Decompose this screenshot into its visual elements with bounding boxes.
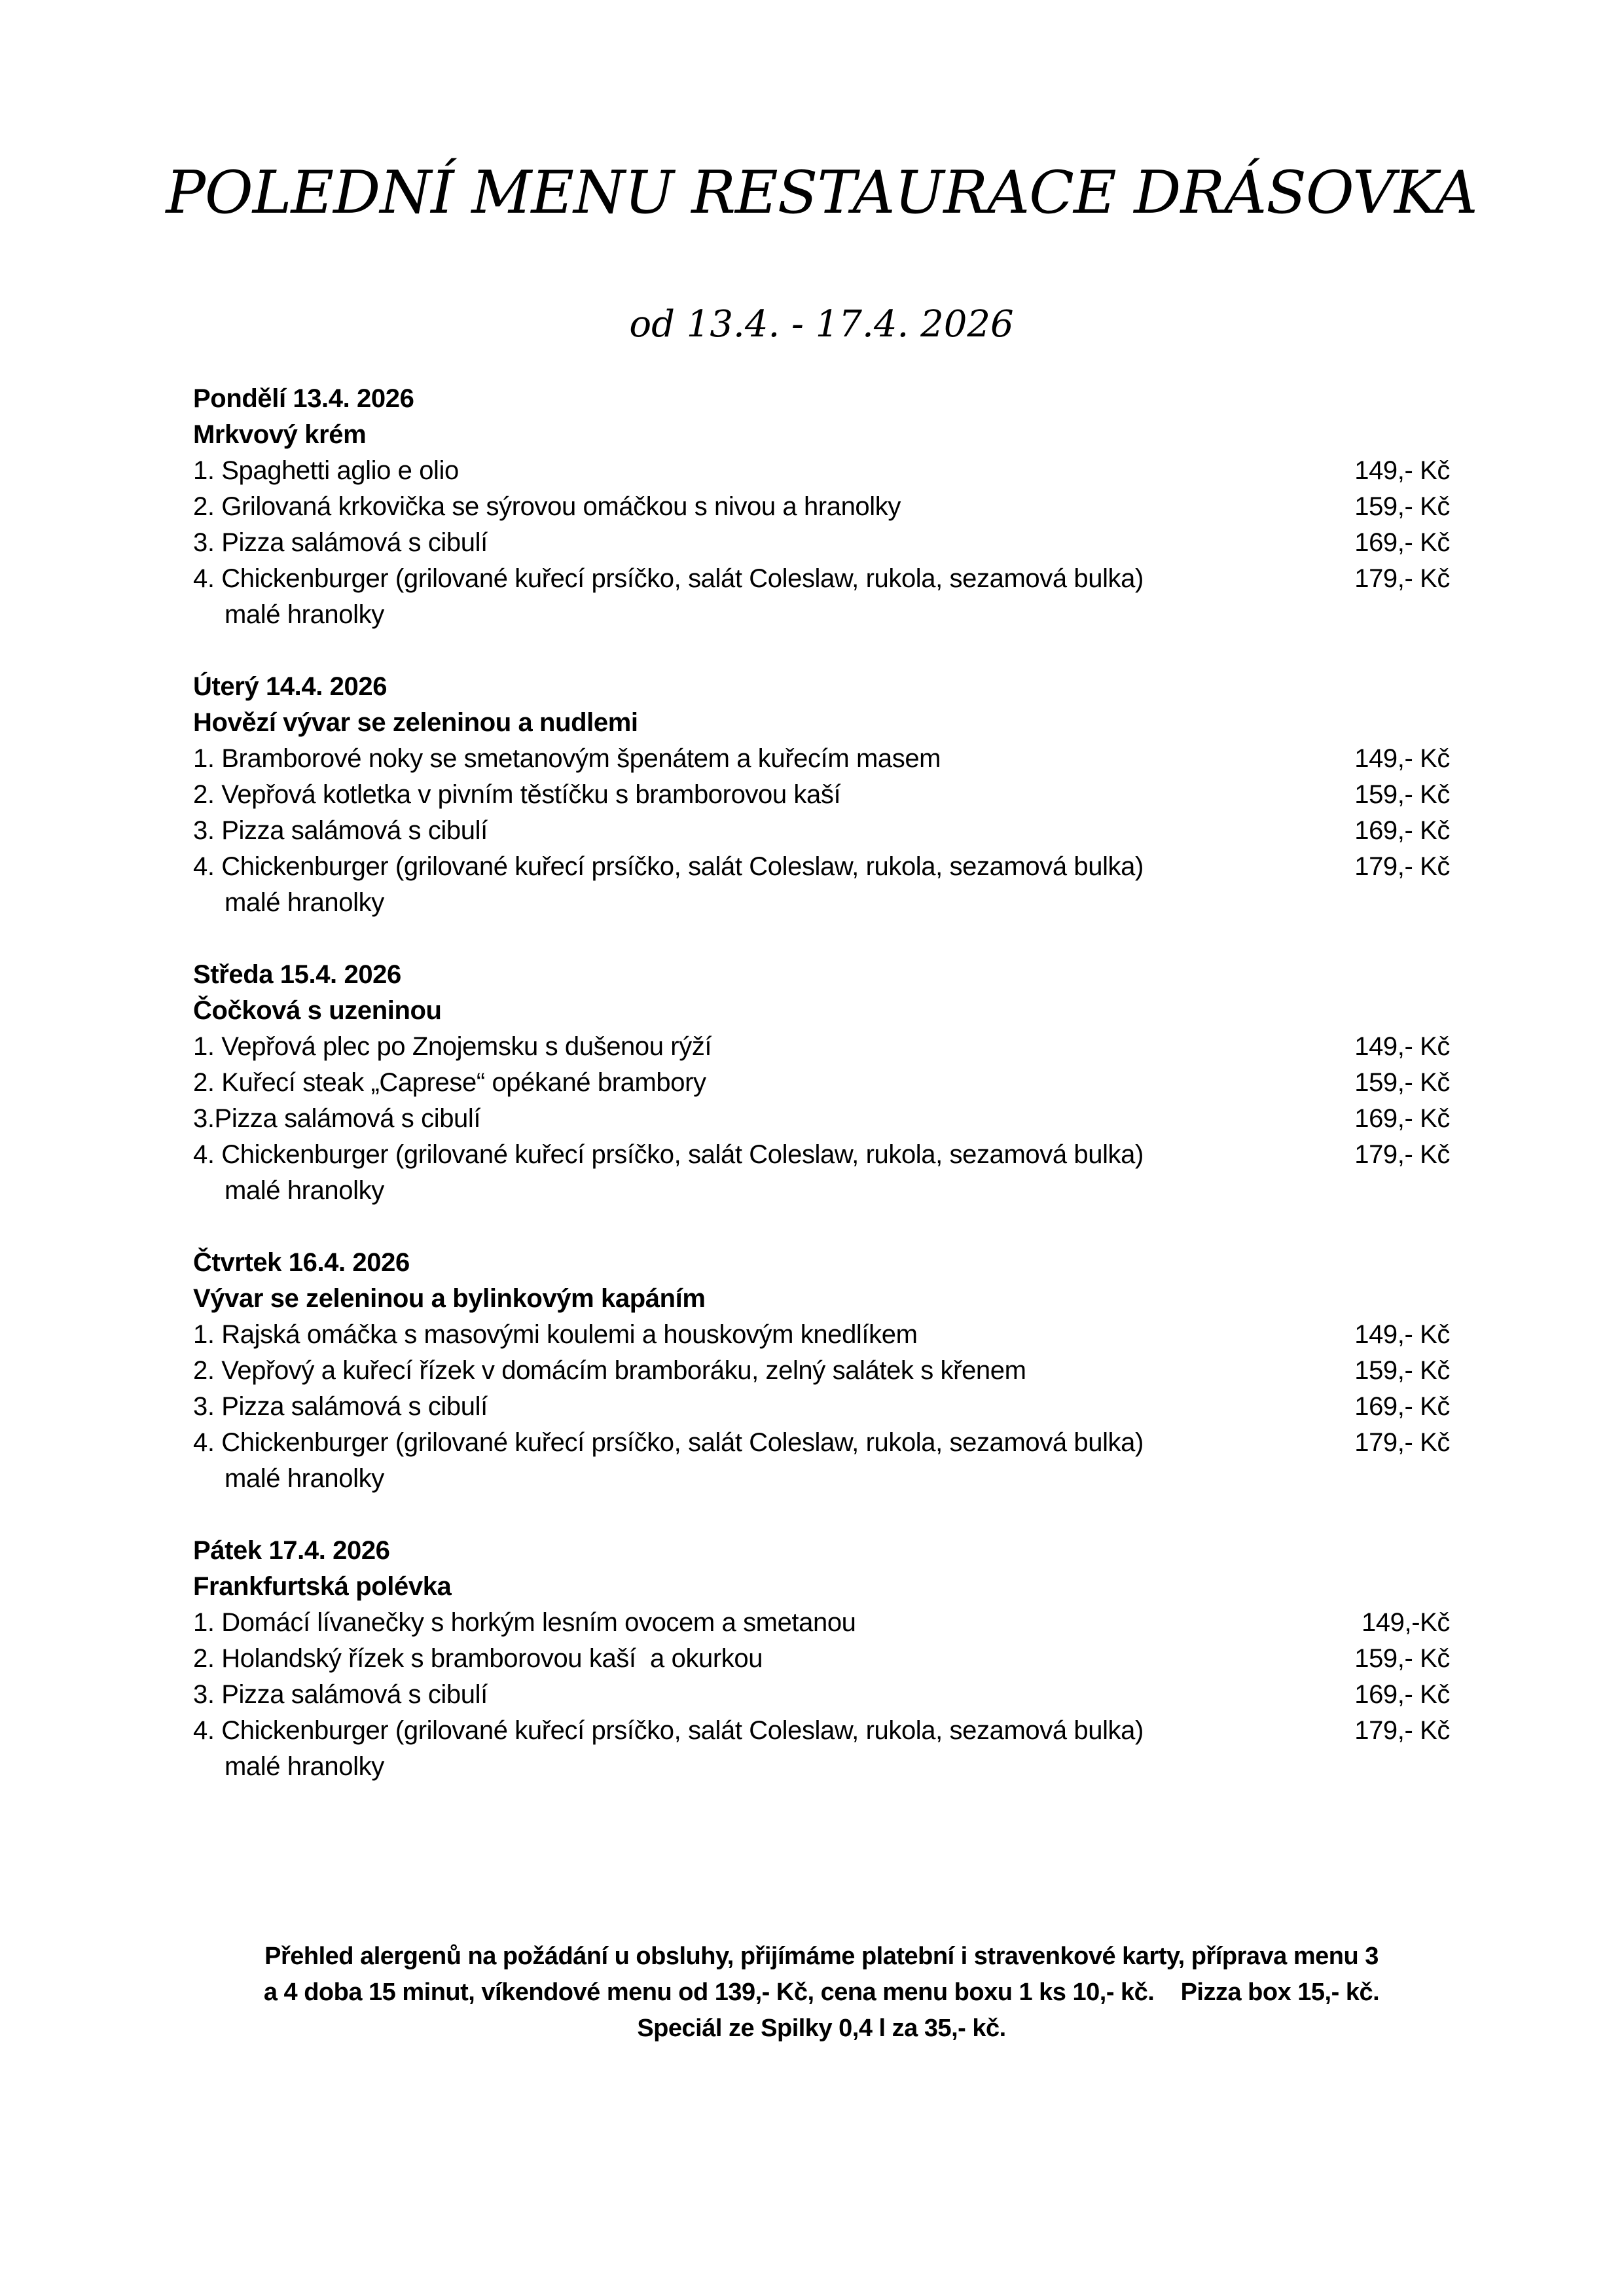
- day-section-wednesday: [193, 957, 1450, 1209]
- footer-line: Speciál ze Spilky 0,4 l za 35,- kč.: [637, 2015, 1006, 2042]
- menu-item-row: [193, 1389, 1450, 1425]
- menu-item-row: [193, 1605, 1450, 1641]
- day-section-thursday: [193, 1245, 1450, 1497]
- menu-item-row: [193, 813, 1450, 849]
- menu-item-text: 1. Domácí lívanečky s horkým lesním ovocem a smetanou: [193, 1608, 856, 1637]
- menu-item-text: 3. Pizza salámová s cibulí: [193, 816, 488, 845]
- menu-item-text: 2. Vepřová kotletka v pivním těstíčku s bramborovou kaší: [193, 780, 841, 809]
- menu-item-text: 4. Chickenburger (grilované kuřecí prsíčko, salát Coleslaw, rukola, sezamová bulka): [193, 1428, 1144, 1457]
- menu-item-text: 2. Grilovaná krkovička se sýrovou omáčkou s nivou a hranolky: [193, 492, 901, 521]
- menu-item-price: 159,- Kč: [1354, 1356, 1450, 1385]
- menu-item-note-text: malé hranolky: [225, 1464, 384, 1493]
- menu-item-row: [193, 777, 1450, 813]
- menu-item-price: 169,- Kč: [1354, 1104, 1450, 1133]
- menu-item-row: [193, 1425, 1450, 1461]
- menu-item-price: 169,- Kč: [1354, 1392, 1450, 1421]
- menu-item-row: [193, 525, 1450, 561]
- menu-item-note: [193, 1461, 1450, 1497]
- menu-item-price: 179,- Kč: [1354, 564, 1450, 593]
- menu-item-note: [193, 1749, 1450, 1785]
- menu-item-price: 149,- Kč: [1354, 456, 1450, 485]
- menu-item-row: [193, 453, 1450, 489]
- menu-item-text: 3. Pizza salámová s cibulí: [193, 528, 488, 557]
- menu-item-text: 1. Bramborové noky se smetanovým špenátem a kuřecím masem: [193, 744, 941, 773]
- menu-item-price: 149,- Kč: [1354, 744, 1450, 773]
- menu-item-text: 1. Rajská omáčka s masovými koulemi a houskovým knedlíkem: [193, 1320, 918, 1349]
- day-section-tuesday: [193, 669, 1450, 921]
- menu-item-text: 2. Holandský řízek s bramborovou kaší a okurkou: [193, 1644, 763, 1673]
- soup-row: [193, 1569, 1450, 1605]
- menu-item-text: 4. Chickenburger (grilované kuřecí prsíčko, salát Coleslaw, rukola, sezamová bulka): [193, 1140, 1144, 1169]
- day-section-friday: [193, 1533, 1450, 1785]
- soup-row: [193, 993, 1450, 1029]
- menu-item-row: [193, 1677, 1450, 1713]
- menu-item-text: 4. Chickenburger (grilované kuřecí prsíčko, salát Coleslaw, rukola, sezamová bulka): [193, 852, 1144, 881]
- soup-name: Čočková s uzeninou: [193, 996, 442, 1025]
- menu-item-row: [193, 561, 1450, 597]
- page-title: POLEDNÍ MENU RESTAURACE DRÁSOVKA: [166, 158, 1477, 227]
- menu-item-text: 4. Chickenburger (grilované kuřecí prsíčko, salát Coleslaw, rukola, sezamová bulka): [193, 1716, 1144, 1745]
- soup-name: Mrkvový krém: [193, 420, 367, 449]
- soup-row: [193, 705, 1450, 741]
- menu-item-price: 149,-Kč: [1361, 1608, 1450, 1637]
- soup-name: Vývar se zeleninou a bylinkovým kapáním: [193, 1284, 706, 1313]
- menu-item-row: [193, 849, 1450, 885]
- day-header-row: [193, 1245, 1450, 1281]
- menu-item-row: [193, 1353, 1450, 1389]
- menu-item-note-text: malé hranolky: [225, 1752, 384, 1781]
- footer-line: Přehled alergenů na požádání u obsluhy, přijímáme platební i stravenkové karty, příprava menu 3: [264, 1943, 1379, 1970]
- menu-item-row: [193, 741, 1450, 777]
- menu-item-price: 159,- Kč: [1354, 1068, 1450, 1097]
- menu-item-note-text: malé hranolky: [225, 600, 384, 629]
- menu-item-text: 3. Pizza salámová s cibulí: [193, 1392, 488, 1421]
- menu-item-price: 179,- Kč: [1354, 852, 1450, 881]
- day-header-row: [193, 1533, 1450, 1569]
- menu-item-price: 169,- Kč: [1354, 816, 1450, 845]
- day-section-monday: [193, 381, 1450, 633]
- menu-item-row: [193, 1101, 1450, 1137]
- menu-item-text: 4. Chickenburger (grilované kuřecí prsíčko, salát Coleslaw, rukola, sezamová bulka): [193, 564, 1144, 593]
- day-header-row: [193, 957, 1450, 993]
- menu-item-row: [193, 1317, 1450, 1353]
- menu-item-price: 169,- Kč: [1354, 528, 1450, 557]
- soup-row: [193, 417, 1450, 453]
- menu-item-price: 159,- Kč: [1354, 780, 1450, 809]
- day-header-row: [193, 669, 1450, 705]
- menu-item-row: [193, 489, 1450, 525]
- day-header: Úterý 14.4. 2026: [193, 672, 388, 701]
- menu-item-note-text: malé hranolky: [225, 1176, 384, 1205]
- menu-item-note: [193, 1173, 1450, 1209]
- menu-item-price: 159,- Kč: [1354, 1644, 1450, 1673]
- menu-item-text: 2. Kuřecí steak „Caprese“ opékané brambory: [193, 1068, 706, 1097]
- menu-item-price: 149,- Kč: [1354, 1320, 1450, 1349]
- footer-line: a 4 doba 15 minut, víkendové menu od 139,- Kč, cena menu boxu 1 ks 10,- kč. Pizza box 15,- kč.: [263, 1979, 1380, 2006]
- day-header: Pátek 17.4. 2026: [193, 1536, 390, 1565]
- menu-item-price: 179,- Kč: [1354, 1140, 1450, 1169]
- day-header-row: [193, 381, 1450, 417]
- menu-item-text: 2. Vepřový a kuřecí řízek v domácím bramboráku, zelný salátek s křenem: [193, 1356, 1026, 1385]
- menu-item-row: [193, 1065, 1450, 1101]
- menu-item-price: 179,- Kč: [1354, 1428, 1450, 1457]
- menu-item-price: 159,- Kč: [1354, 492, 1450, 521]
- menu-item-price: 179,- Kč: [1354, 1716, 1450, 1745]
- menu-item-text: 3.Pizza salámová s cibulí: [193, 1104, 481, 1133]
- soup-row: [193, 1281, 1450, 1317]
- menu-item-row: [193, 1137, 1450, 1173]
- menu-body: [193, 381, 1450, 1785]
- soup-name: Hovězí vývar se zeleninou a nudlemi: [193, 708, 638, 737]
- menu-item-note: [193, 885, 1450, 921]
- menu-item-text: 3. Pizza salámová s cibulí: [193, 1680, 488, 1709]
- footer-note: [193, 1939, 1450, 2047]
- menu-item-price: 149,- Kč: [1354, 1032, 1450, 1061]
- menu-item-row: [193, 1029, 1450, 1065]
- menu-item-price: 169,- Kč: [1354, 1680, 1450, 1709]
- day-header: Pondělí 13.4. 2026: [193, 384, 414, 413]
- menu-item-row: [193, 1713, 1450, 1749]
- menu-item-text: 1. Spaghetti aglio e olio: [193, 456, 459, 485]
- menu-item-text: 1. Vepřová plec po Znojemsku s dušenou rýží: [193, 1032, 712, 1061]
- menu-item-note-text: malé hranolky: [225, 888, 384, 917]
- menu-item-note: [193, 597, 1450, 633]
- soup-name: Frankfurtská polévka: [193, 1572, 452, 1601]
- menu-item-row: [193, 1641, 1450, 1677]
- date-range: od 13.4. - 17.4. 2026: [629, 303, 1014, 346]
- day-header: Čtvrtek 16.4. 2026: [193, 1248, 410, 1277]
- day-header: Středa 15.4. 2026: [193, 960, 401, 989]
